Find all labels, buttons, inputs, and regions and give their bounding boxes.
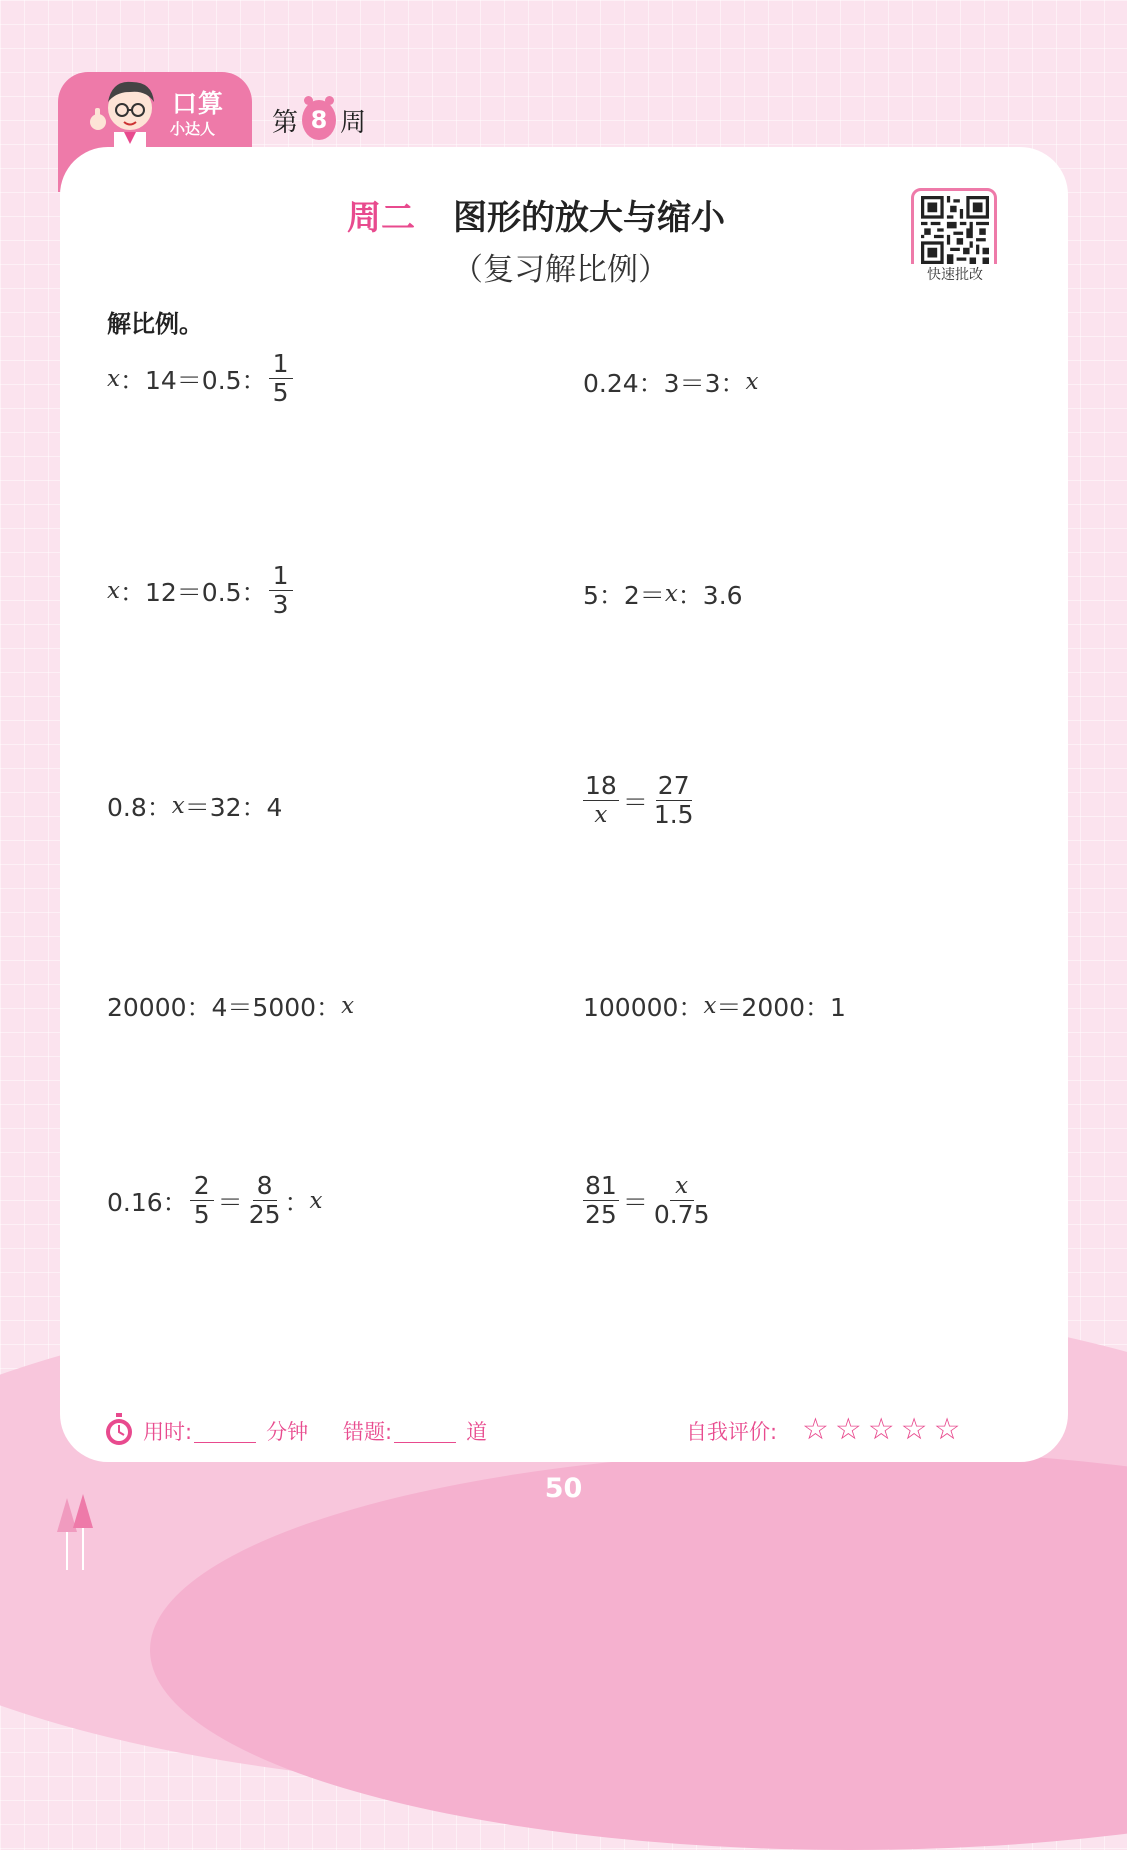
rating-stars[interactable]: ☆☆☆☆☆ (802, 1412, 967, 1447)
numerator: 1 (269, 350, 293, 379)
badge-subtitle: 小达人 (170, 120, 216, 138)
fraction (583, 772, 619, 829)
error-count (343, 1416, 487, 1446)
fraction (190, 1172, 214, 1229)
problem-text: 20000：4＝5000： (107, 993, 342, 1022)
denominator: 3 (272, 590, 289, 619)
problem-8 (583, 988, 846, 1024)
problem-text: ：12＝0.5： (119, 577, 267, 607)
denominator: 25 (248, 1200, 281, 1229)
pencil-decoration-icon (55, 1490, 99, 1570)
denominator: 1.5 (653, 800, 694, 829)
problem-6 (581, 772, 698, 829)
fraction (269, 562, 293, 619)
numerator: 1 (269, 562, 293, 591)
problem-10 (581, 1172, 714, 1229)
qr-code[interactable] (911, 188, 997, 274)
errors-unit: 道 (466, 1420, 488, 1444)
variable-x: x (745, 369, 759, 395)
problem-text: 0.16： (107, 1187, 188, 1217)
page-title (347, 190, 725, 239)
problem-5 (107, 788, 282, 824)
time-unit: 分钟 (266, 1420, 309, 1444)
title-day: 周二 (347, 198, 415, 238)
badge-title: 口算 (172, 89, 225, 118)
equals-sign: ＝ (622, 787, 648, 817)
denominator: 5 (272, 378, 289, 407)
denominator: 0.75 (653, 1200, 710, 1229)
problem-text-tail: ＝2000：1 (716, 993, 846, 1022)
fraction (583, 1172, 619, 1229)
problem-7 (107, 988, 354, 1024)
qr-label: 快速批改 (908, 264, 1002, 284)
variable-x: x (107, 365, 120, 392)
problem-text: 0.24：3＝3： (583, 369, 746, 398)
fraction (247, 1172, 283, 1229)
time-label: 用时: (143, 1420, 193, 1444)
week-label (272, 100, 366, 140)
time-spent (143, 1416, 308, 1446)
denominator: 5 (193, 1200, 210, 1229)
numerator: 81 (585, 1171, 617, 1200)
fraction (652, 772, 696, 829)
fraction (652, 1172, 712, 1229)
numerator: 8 (253, 1172, 277, 1201)
problem-text: 0.8： (107, 793, 172, 822)
errors-label: 错题: (343, 1420, 393, 1444)
equals-sign: ＝ (217, 1187, 243, 1217)
equals-sign: ＝ (622, 1187, 648, 1217)
time-blank[interactable] (194, 1442, 256, 1443)
problem-text: ：14＝0.5： (119, 365, 267, 395)
week-number-badge: 8 (302, 100, 336, 140)
variable-x: x (703, 993, 717, 1019)
variable-x: x (341, 993, 355, 1019)
page-subtitle: （复习解比例） (452, 252, 669, 288)
page-number: 50 (544, 1473, 583, 1504)
problem-4 (583, 576, 743, 612)
errors-blank[interactable] (394, 1442, 456, 1443)
denominator: 25 (585, 1200, 617, 1229)
numerator: 2 (190, 1172, 214, 1201)
variable-x: x (664, 581, 678, 607)
problem-text: 100000： (583, 993, 704, 1022)
stopwatch-icon (104, 1413, 134, 1447)
fraction (269, 350, 293, 407)
week-prefix: 第 (272, 107, 299, 138)
week-suffix: 周 (340, 107, 367, 138)
title-topic: 图形的放大与缩小 (453, 198, 725, 238)
variable-x: x (107, 577, 120, 604)
problem-text-tail: ：3.6 (677, 581, 743, 610)
problem-2 (583, 364, 758, 400)
denominator-x: x (594, 802, 608, 828)
problem-1 (107, 350, 295, 407)
numerator-x: x (670, 1172, 694, 1201)
problem-9 (107, 1172, 323, 1229)
problem-text-tail: ＝32：4 (184, 793, 283, 822)
problem-text: 5：2＝ (583, 581, 665, 610)
problem-3 (107, 562, 295, 619)
variable-x: x (309, 1187, 323, 1214)
numerator: 27 (657, 771, 690, 800)
variable-x: x (171, 793, 185, 819)
qr-code-icon (921, 196, 989, 264)
mascot-icon (80, 72, 164, 150)
numerator: 18 (585, 771, 617, 800)
instruction: 解比例。 (107, 310, 203, 338)
self-eval-label: 自我评价: (686, 1420, 778, 1444)
problem-text-tail: ： (284, 1187, 310, 1217)
